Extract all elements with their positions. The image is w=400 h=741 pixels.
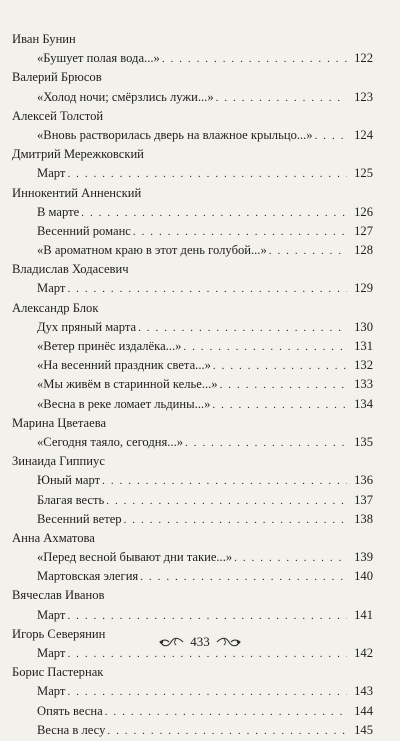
poem-title: Март xyxy=(37,646,66,660)
dot-leader xyxy=(216,89,347,108)
poem-title: Весенний ветер xyxy=(37,511,122,526)
author-heading: Дмитрий Мережковский xyxy=(12,147,144,162)
dot-leader xyxy=(212,396,347,415)
poem-page-number: 142 xyxy=(354,646,373,660)
poem-page-number: 145 xyxy=(354,722,373,737)
poem-page-number: 143 xyxy=(354,684,373,699)
left-ornament-icon xyxy=(158,636,184,648)
author-heading: Иван Бунин xyxy=(12,32,76,46)
author-heading: Борис Пастернак xyxy=(12,665,104,680)
toc-entry[interactable] xyxy=(37,471,373,490)
dot-leader xyxy=(220,376,347,395)
poem-title: Дух пряный марта xyxy=(37,319,137,334)
dot-leader xyxy=(67,607,347,626)
toc-entry[interactable] xyxy=(37,702,373,721)
author-heading: Иннокентий Анненский xyxy=(12,185,142,200)
toc-entry[interactable] xyxy=(37,395,373,414)
author-heading: Вячеслав Иванов xyxy=(12,588,105,603)
author-heading: Зинаида Гиппиус xyxy=(12,454,105,469)
toc-entry[interactable] xyxy=(37,203,373,222)
dot-leader xyxy=(67,165,347,184)
poem-page-number: 135 xyxy=(354,434,373,449)
poem-title: «Перед весной бывают дни такие...» xyxy=(37,550,233,565)
poem-title: «Холод ночи; смёрзлись лужи...» xyxy=(37,89,214,104)
toc-entry[interactable] xyxy=(37,164,373,183)
author-heading: Марина Цветаева xyxy=(12,415,107,430)
poem-page-number: 138 xyxy=(354,511,373,526)
poem-page-number: 130 xyxy=(354,319,373,334)
poem-title: Опять весна xyxy=(37,703,103,718)
toc-entry[interactable] xyxy=(37,721,373,740)
poem-page-number: 134 xyxy=(354,396,373,411)
poem-title: «Ветер принёс издалёка...» xyxy=(37,339,182,353)
poem-title: Март xyxy=(37,166,66,181)
poem-title: Весенний романс xyxy=(37,223,131,238)
toc-entry[interactable] xyxy=(37,49,373,68)
poem-page-number: 136 xyxy=(354,473,373,488)
toc-entry[interactable] xyxy=(37,337,373,356)
dot-leader xyxy=(162,50,347,69)
poem-title: В марте xyxy=(37,204,80,219)
poem-title: Мартовская элегия xyxy=(37,569,139,584)
poem-title: «Вновь растворилась дверь на влажное крыльцо...» xyxy=(37,127,313,142)
poem-title: Юный март xyxy=(37,473,101,488)
poem-title: «Мы живём в старинной келье...» xyxy=(37,377,218,392)
toc-entry[interactable] xyxy=(37,548,373,567)
poem-page-number: 124 xyxy=(354,127,373,142)
right-ornament-icon xyxy=(216,636,242,648)
poem-page-number: 129 xyxy=(354,281,373,296)
poem-title: «Сегодня таяло, сегодня...» xyxy=(37,434,184,449)
dot-leader xyxy=(140,568,347,587)
poem-title: «Бушует полая вода...» xyxy=(37,51,160,66)
author-heading: Анна Ахматова xyxy=(12,530,95,545)
poem-page-number: 139 xyxy=(354,550,373,565)
toc-entry[interactable] xyxy=(37,241,373,260)
poem-page-number: 128 xyxy=(354,243,373,258)
dot-leader xyxy=(67,280,347,299)
poem-title: «В ароматном краю в этот день голубой...» xyxy=(37,243,267,258)
poem-page-number: 144 xyxy=(354,703,373,718)
dot-leader xyxy=(107,722,347,741)
poem-title: Март xyxy=(37,281,66,296)
poem-page-number: 140 xyxy=(354,569,373,584)
dot-leader xyxy=(269,242,347,261)
poem-page-number: 126 xyxy=(354,204,373,219)
toc-entry[interactable] xyxy=(37,279,373,298)
dot-leader xyxy=(138,319,347,338)
author-heading: Валерий Брюсов xyxy=(12,70,102,85)
poem-title: Март xyxy=(37,607,66,622)
toc-entry[interactable] xyxy=(37,491,373,510)
poem-title: «На весенний праздник света...» xyxy=(37,358,211,373)
toc-entry[interactable] xyxy=(37,606,373,625)
poem-page-number: 125 xyxy=(354,166,373,181)
toc-entry[interactable] xyxy=(37,222,373,241)
poem-title: Благая весть xyxy=(37,492,105,507)
toc-entry[interactable] xyxy=(37,567,373,586)
poem-title: Весна в лесу xyxy=(37,722,106,737)
author-heading: Александр Блок xyxy=(12,300,99,315)
toc-entry[interactable] xyxy=(37,375,373,394)
dot-leader xyxy=(124,511,347,530)
author-heading: Владислав Ходасевич xyxy=(12,262,129,277)
poem-page-number: 141 xyxy=(354,607,373,622)
dot-leader xyxy=(234,549,347,568)
dot-leader xyxy=(105,703,347,722)
toc-entry[interactable] xyxy=(37,356,373,375)
toc-entry[interactable] xyxy=(37,433,373,452)
author-heading: Алексей Толстой xyxy=(12,108,104,123)
toc-entry[interactable] xyxy=(37,682,373,701)
dot-leader xyxy=(81,204,347,223)
toc-entry[interactable] xyxy=(37,88,373,107)
poem-page-number: 131 xyxy=(354,339,373,353)
poem-title: «Весна в реке ломает льдины...» xyxy=(37,396,211,411)
dot-leader xyxy=(213,357,347,376)
dot-leader xyxy=(133,223,347,242)
dot-leader xyxy=(315,127,347,146)
poem-page-number: 123 xyxy=(354,89,373,104)
page-footer xyxy=(0,634,400,650)
poem-page-number: 133 xyxy=(354,377,373,392)
toc-entry[interactable] xyxy=(37,510,373,529)
page-number: 433 xyxy=(190,634,210,649)
dot-leader xyxy=(106,492,347,511)
poem-page-number: 137 xyxy=(354,492,373,507)
dot-leader xyxy=(183,338,347,357)
poem-page-number: 122 xyxy=(354,51,373,66)
dot-leader xyxy=(102,472,347,491)
toc-entry[interactable] xyxy=(37,126,373,145)
dot-leader xyxy=(185,434,347,453)
toc-entry[interactable] xyxy=(37,318,373,337)
poem-page-number: 127 xyxy=(354,223,373,238)
dot-leader xyxy=(67,683,347,702)
author-heading: Игорь Северянин xyxy=(12,626,106,641)
poem-page-number: 132 xyxy=(354,358,373,373)
poem-title: Март xyxy=(37,684,66,699)
